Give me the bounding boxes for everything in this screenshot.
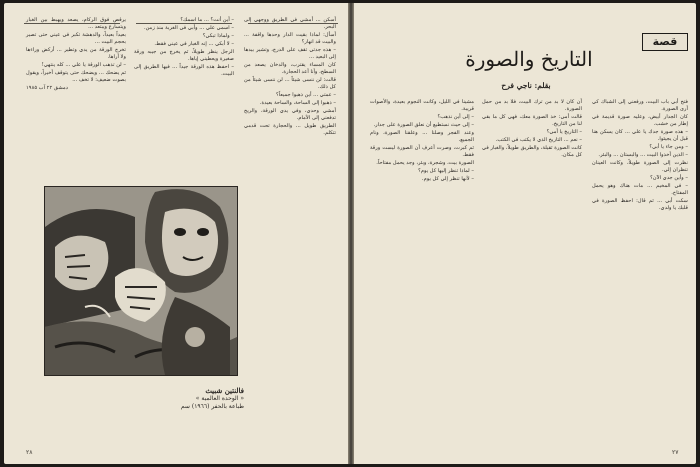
text-paragraph: – احفظ هذه الورقة جيداً ... فيها الطريق إلى البيت. <box>134 64 234 77</box>
text-paragraph: – اسمي علي ... وأبي في الغربة منذ زمن. <box>143 25 234 31</box>
text-paragraph: كان المساء يقترب، والدخان يصعد من السطح، وأنا أعد الحجارة. <box>244 62 336 75</box>
left-page-column-a <box>26 17 126 167</box>
date-line: دمشق ٢٢ آب ١٩٨٥ <box>26 85 69 91</box>
text-paragraph: الطريق طويل ... والحجارة تحت قدمي تتكلم. <box>244 123 336 136</box>
text-paragraph: – أين أنت؟ ... ما اسمك؟ <box>180 17 234 23</box>
text-paragraph: – إلى حيث نستطيع أن نعلق الصورة على جدار. <box>373 122 474 128</box>
text-paragraph: فتح أبي باب البيت، ورفعني إلى الشباك كي أرى الصورة. <box>592 99 688 112</box>
text-paragraph: – ومن جاء يا أبي؟ <box>649 144 688 150</box>
text-paragraph: – في المخيم ... مات هناك وهو يحمل المفتاح. <box>592 183 688 196</box>
text-paragraph: سكت أبي ... ثم قال: احفظ الصورة في قلبك يا ولدي. <box>592 198 688 211</box>
text-paragraph: أمشي وحدي، وفي يدي الورقة، والريح تدفعني إلى الأمام. <box>244 108 336 121</box>
artwork-caption <box>54 387 244 411</box>
right-page-column-a <box>592 99 688 449</box>
text-paragraph: – ولماذا تبكي؟ <box>202 33 234 39</box>
left-page-column-b <box>134 17 234 167</box>
artwork-illustration <box>45 187 237 375</box>
section-tag: قصة <box>642 33 688 51</box>
text-paragraph: ثم كبرت، وصرت أعرف أن الصورة ليست ورقة فقط. <box>370 145 474 158</box>
text-paragraph: – هذه صورة جدك يا علي ... كان يسكن هنا قبل أن يجيئوا. <box>592 129 688 142</box>
text-paragraph: تخرج الورقة من يدي وتطير ... أركض وراءها ولا أراها. <box>26 47 126 60</box>
left-page <box>4 3 348 464</box>
text-paragraph: – لن تذهب الورقة يا علي ... كله ينتهي! <box>41 62 126 68</box>
magazine-spread <box>4 3 696 464</box>
right-page-column-c <box>370 99 474 449</box>
page-number-right: ٢٧ <box>672 449 679 456</box>
text-paragraph: أسكن ... أمشي في الطريق ووجهي إلى البحر. <box>244 17 336 30</box>
text-paragraph: الرجل ينظر طويلاً، ثم يخرج من جيبه ورقة صغيرة ويعطيني إياها. <box>134 49 234 62</box>
text-paragraph: ثم يضحك ... ويضحك حتى يتوقف أخيراً، ويقول بصوت ضعيف: لا تخف ... <box>26 70 126 83</box>
text-paragraph: – لأنها تنظر إلي كل يوم. <box>421 176 474 182</box>
left-page-column-c <box>244 17 336 447</box>
article-byline: بقلم: ناجي فرح <box>501 81 551 90</box>
text-paragraph: – عمتي ... أين ذهبوا جميعاً؟ <box>276 92 336 98</box>
text-paragraph: – لا أبكي ... إنه الغبار في عيني فقط. <box>154 41 234 47</box>
text-paragraph: – التاريخ يا أمي؟ <box>546 129 582 135</box>
text-paragraph: – لماذا تنظر إليها كل يوم؟ <box>418 168 474 174</box>
text-paragraph: – وأين جدي الآن؟ <box>650 175 688 181</box>
caption-title: « الوحدة العالمية » <box>195 395 244 402</box>
text-paragraph: مشينا في الليل، وكانت النجوم بعيدة، والأصوات قريبة. <box>370 99 474 112</box>
text-paragraph: – نعم ... التاريخ الذي لا يكتب في الكتب. <box>495 137 582 143</box>
text-paragraph: بعيداً بعيداً، والدهشة تكبر في عيني حتى تصير بحجم البيت ... <box>26 32 126 45</box>
text-paragraph: قالت أمي: خذ الصورة معك، فهي كل ما بقي لنا من التاريخ. <box>482 114 582 127</box>
artwork-print <box>44 186 238 376</box>
text-paragraph: – إلى أين نذهب؟ <box>437 114 474 120</box>
article-title: التاريخ والصورة <box>465 47 593 71</box>
text-paragraph: – الذين أخذوا البيت ... والبستان ... والبئر. <box>598 152 688 158</box>
text-paragraph: كان الجدار أبيض، وعليه صورة قديمة في إطار من خشب. <box>592 114 688 127</box>
text-paragraph: كانت الصورة ثقيلة، والطريق طويلاً، والغبار في كل مكان. <box>482 145 582 158</box>
text-paragraph: قالت: لن ننسى شيئاً ... لن ننسى شيئاً من كل ذلك. <box>244 77 336 90</box>
page-number-left: ٢٨ <box>26 449 33 456</box>
text-paragraph: الصورة بيت، وشجرة، وبئر، وجد يحمل مفتاحاً. <box>376 160 474 166</box>
caption-artist: فالنتين شبيث <box>205 386 244 395</box>
text-paragraph: – هذه جدتي تقف على الدرج، وتشير بيدها إلى البعيد ... <box>244 47 336 60</box>
text-paragraph: يرقص فوق الركام، يصعد ويهبط بين الغبار ويتسارع ويبتعد ... <box>26 17 126 30</box>
right-page-column-b <box>482 99 582 449</box>
text-paragraph: أن كان لا بد من ترك البيت، فلا بد من حمل الصورة. <box>482 99 582 112</box>
text-paragraph: وعند الفجر وصلنا ... وعلقنا الصورة، ونام الجميع. <box>370 130 474 143</box>
caption-medium: طباعة بالحفر (١٩٦٦) سم <box>180 403 244 410</box>
text-paragraph: نظرت إلى الصورة طويلاً، وكانت العينان تنظران إلي. <box>592 160 688 173</box>
text-paragraph: – ذهبوا إلى الساحة، والساحة بعيدة. <box>259 100 336 106</box>
text-paragraph: أسأل: لماذا بقيت الدار وحدها واقفة ... والبيت قد انهار؟ <box>244 32 336 45</box>
